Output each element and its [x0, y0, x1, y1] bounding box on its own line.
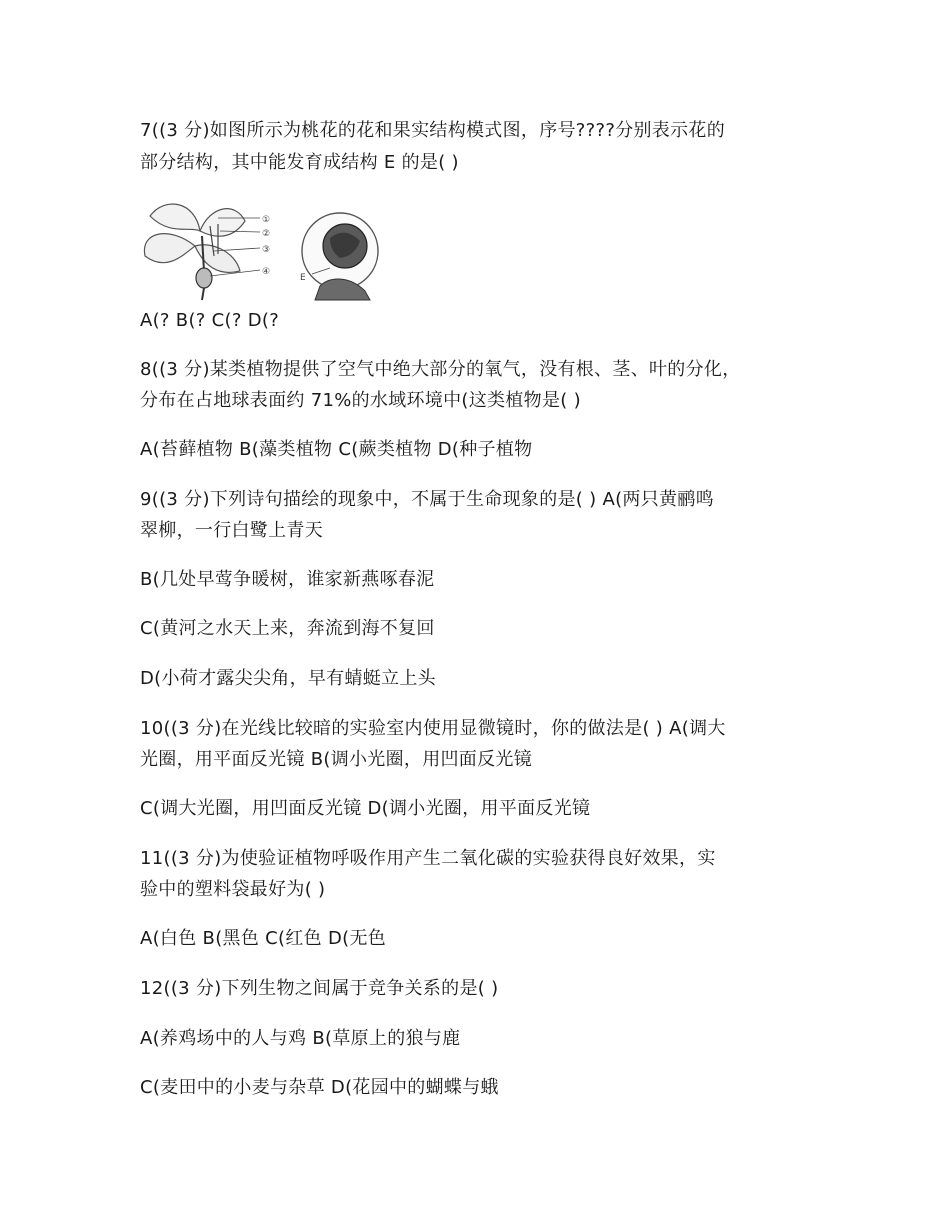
q7-line-2: 部分结构，其中能发育成结构 E 的是( ) [140, 152, 459, 173]
q9-line-1: 9((3 分)下列诗句描绘的现象中，不属于生命现象的是( ) A(两只黄鹂鸣 [140, 489, 714, 510]
q10-line-1: 10((3 分)在光线比较暗的实验室内使用显微镜时，你的做法是( ) A(调大 [140, 718, 726, 739]
q10-options: C(调大光圈，用凹面反光镜 D(调小光圈，用平面反光镜 [140, 798, 591, 819]
q12-line-1: 12((3 分)下列生物之间属于竞争关系的是( ) [140, 978, 499, 999]
q8-line-1: 8((3 分)某类植物提供了空气中绝大部分的氧气，没有根、茎、叶的分化， [140, 359, 741, 380]
q10-line-2: 光圈，用平面反光镜 B(调小光圈，用凹面反光镜 [140, 749, 532, 770]
q7-options: A(? B(? C(? D(? [140, 310, 280, 331]
figure-label-1: ① [262, 215, 271, 225]
q9-option-b: B(几处早莺争暖树，谁家新燕啄春泥 [140, 569, 435, 590]
figure-label-2: ② [262, 229, 271, 239]
figure-label-e: E [300, 273, 306, 283]
q11-options: A(白色 B(黑色 C(红色 D(无色 [140, 928, 387, 949]
q7-line-1: 7((3 分)如图所示为桃花的花和果实结构模式图，序号????分别表示花的 [140, 120, 726, 141]
q9-option-d: D(小荷才露尖尖角，早有蜻蜓立上头 [140, 668, 436, 689]
q8-line-2: 分布在占地球表面约 71%的水域环境中(这类植物是( ) [140, 390, 581, 411]
flower-fruit-illustration [140, 196, 385, 304]
q11-line-1: 11((3 分)为使验证植物呼吸作用产生二氧化碳的实验获得良好效果，实 [140, 848, 716, 869]
q7-flower-fruit-figure [140, 196, 385, 304]
q8-options: A(苔藓植物 B(藻类植物 C(蕨类植物 D(种子植物 [140, 439, 533, 460]
q9-option-c: C(黄河之水天上来，奔流到海不复回 [140, 618, 435, 639]
q9-line-2: 翠柳，一行白鹭上青天 [140, 520, 323, 541]
figure-label-4: ④ [262, 267, 271, 277]
q12-options-ab: A(养鸡场中的人与鸡 B(草原上的狼与鹿 [140, 1028, 461, 1049]
figure-label-3: ③ [262, 245, 271, 255]
q11-line-2: 验中的塑料袋最好为( ) [140, 879, 326, 900]
q12-options-cd: C(麦田中的小麦与杂草 D(花园中的蝴蝶与蛾 [140, 1077, 499, 1098]
